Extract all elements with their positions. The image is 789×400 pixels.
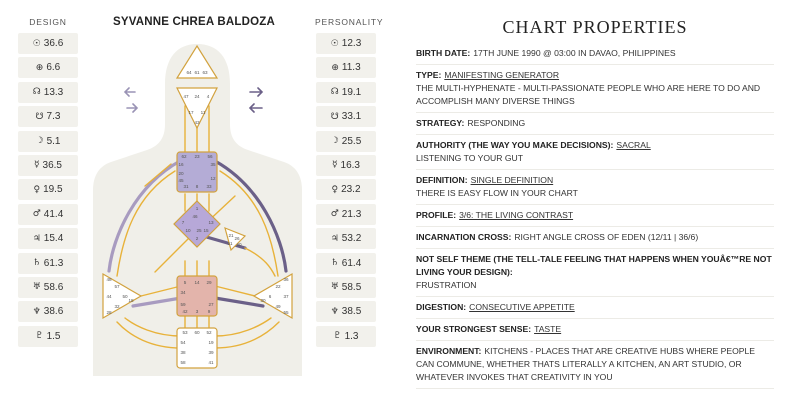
throat-gate-label: 16	[178, 162, 184, 167]
personality-planet-value: 33.1	[341, 111, 362, 123]
sun-icon: ☉	[32, 38, 41, 49]
root-gate-label: 60	[194, 330, 200, 335]
uranus-icon: ♅	[330, 282, 339, 293]
sacral-gate-label: 59	[180, 302, 186, 307]
property-link[interactable]: SINGLE DEFINITION	[470, 175, 554, 185]
personality-planet-value: 23.2	[341, 184, 361, 196]
saturn-icon: ♄	[32, 258, 41, 269]
personality-planet-row	[316, 131, 376, 152]
head-gate-label: 63	[202, 70, 208, 75]
solar-gate-label: 22	[275, 284, 281, 289]
sacral-gate-label: 5	[183, 280, 187, 285]
property-link[interactable]: SACRAL	[616, 140, 651, 150]
neptune-icon: ♆	[32, 306, 41, 317]
property-row	[416, 170, 774, 205]
moon-icon: ☽	[35, 136, 44, 147]
throat-gate-label: 23	[194, 154, 200, 159]
throat-gate-label: 20	[178, 171, 184, 176]
personality-planet-value: 12.3	[341, 38, 362, 49]
root-gate-label: 41	[208, 360, 214, 365]
property-row	[416, 341, 774, 389]
root-gate-label: 54	[180, 340, 186, 345]
g-gate-label: 25	[196, 228, 202, 233]
north-node-icon: ☊	[32, 87, 41, 98]
head-gate-label: 61	[194, 70, 200, 75]
sacral-gate-label: 42	[182, 309, 188, 314]
solar-gate-label: 30	[260, 298, 266, 303]
pluto-icon: ♇	[35, 331, 44, 342]
design-arrow-icons	[125, 88, 137, 112]
head-gate-label: 64	[186, 70, 192, 75]
earth-icon: ⊕	[331, 62, 339, 73]
design-planet-value: 19.5	[43, 184, 63, 196]
personality-planet-value: 21.3	[341, 208, 362, 220]
south-node-icon: ☋	[35, 111, 44, 122]
property-link[interactable]: CONSECUTIVE APPETITE	[469, 302, 575, 312]
g-gate-label: 1	[195, 206, 199, 211]
throat-gate-label: 12	[210, 176, 216, 181]
jupiter-icon: ♃	[32, 233, 41, 244]
spleen-gate-label: 57	[114, 284, 120, 289]
personality-planet-row	[316, 253, 376, 274]
design-planet-value: 58.6	[43, 281, 64, 293]
root-gate-label: 19	[208, 340, 214, 345]
property-value: KITCHENS - PLACES THAT ARE CREATIVE HUBS WHERE PEOPLE CAN COMMUNE, WHETHER THATS LITERALLY A KITCHEN, AN ART STUDIO, OR WHATEVER INVOKES THAT CREATIVITY IN YOU	[416, 346, 756, 382]
personality-planet-row	[316, 204, 376, 225]
personality-heading: PERSONALITY	[315, 17, 384, 27]
earth-icon: ⊕	[35, 62, 44, 73]
property-row	[416, 43, 774, 65]
properties-list	[416, 43, 774, 389]
ajna-gate-label: 11	[200, 110, 206, 115]
design-planet-row	[18, 204, 78, 225]
personality-planet-value: 1.3	[344, 330, 359, 342]
spleen-gate-label: 50	[122, 294, 128, 299]
property-description: THERE IS EASY FLOW IN YOUR CHART	[416, 188, 578, 198]
personality-planet-value: 16.3	[340, 159, 360, 171]
property-description: FRUSTRATION	[416, 280, 477, 290]
north-node-icon: ☊	[330, 87, 339, 98]
ajna-gate-label: 4	[206, 94, 210, 99]
solar-gate-label: 55	[283, 310, 289, 315]
personality-planet-value: 25.5	[341, 135, 362, 147]
sacral-gate-label: 29	[206, 280, 212, 285]
south-node-icon: ☋	[330, 111, 339, 122]
mercury-icon: ☿	[34, 160, 40, 171]
design-planet-row	[18, 228, 78, 249]
spleen-gate-label: 32	[114, 304, 120, 309]
throat-gate-label: 62	[181, 154, 187, 159]
property-row	[416, 319, 774, 341]
design-planet-row	[18, 33, 78, 54]
design-planet-row	[18, 106, 78, 127]
design-planet-row	[18, 277, 78, 298]
personality-planet-value: 19.1	[341, 86, 362, 98]
design-planet-list	[17, 33, 79, 347]
design-planet-row	[18, 155, 78, 176]
personality-planet-row	[316, 326, 376, 347]
design-planet-value: 7.3	[46, 111, 61, 123]
design-planet-value: 15.4	[43, 233, 64, 245]
throat-gate-label: 56	[207, 154, 213, 159]
solar-gate-label: 37	[283, 294, 289, 299]
throat-gate-label: 31	[183, 184, 189, 189]
personality-planet-row	[316, 179, 376, 200]
sacral-gate-label: 14	[194, 280, 200, 285]
personality-planet-list	[315, 33, 377, 347]
venus-icon: ♀	[33, 184, 41, 195]
spleen-gate-label: 28	[106, 310, 112, 315]
property-label: TYPE:	[416, 70, 442, 80]
moon-icon: ☽	[330, 136, 339, 147]
design-planet-value: 61.3	[43, 257, 64, 269]
g-gate-label: 15	[203, 228, 209, 233]
property-description: THE MULTI-HYPHENATE - MULTI-PASSIONATE PEOPLE WHO ARE HERE TO DO AND ACCOMPLISH MANY DIVERSE THINGS	[416, 83, 761, 106]
sacral-gate-label: 27	[208, 302, 214, 307]
design-planet-row	[18, 301, 78, 322]
ajna-gate-label: 24	[194, 94, 200, 99]
personality-planet-row	[316, 228, 376, 249]
personality-planet-value: 61.4	[341, 257, 362, 269]
personality-planet-value: 53.2	[341, 233, 362, 245]
root-gate-label: 39	[208, 350, 214, 355]
property-link[interactable]: MANIFESTING GENERATOR	[444, 70, 560, 80]
design-planet-row	[18, 253, 78, 274]
ajna-gate-label: 17	[188, 110, 194, 115]
solar-gate-label: 6	[268, 294, 272, 299]
property-value: RESPONDING	[467, 118, 526, 128]
uranus-icon: ♅	[32, 282, 41, 293]
design-planet-row	[18, 179, 78, 200]
venus-icon: ♀	[331, 184, 339, 195]
solar-gate-label: 49	[275, 304, 281, 309]
property-description: LISTENING TO YOUR GUT	[416, 153, 523, 163]
spleen-gate-label: 48	[106, 277, 112, 282]
design-planet-value: 36.6	[43, 38, 64, 49]
solar-gate-label: 36	[283, 277, 289, 282]
property-row	[416, 135, 774, 170]
ego-gate-label: 40	[236, 242, 242, 247]
chart-owner-name: SYVANNE CHREA BALDOZA	[112, 16, 275, 28]
saturn-icon: ♄	[330, 258, 339, 269]
bodygraph	[85, 36, 310, 376]
personality-column	[315, 0, 384, 350]
design-planet-row	[18, 82, 78, 103]
property-label: YOUR STRONGEST SENSE:	[416, 324, 532, 334]
design-planet-value: 36.5	[42, 159, 62, 171]
throat-gate-label: 45	[178, 178, 184, 183]
ajna-gate-label: 43	[194, 120, 200, 125]
throat-gate-label: 8	[195, 184, 199, 189]
property-label: BIRTH DATE:	[416, 48, 471, 58]
personality-planet-value: 38.5	[341, 306, 362, 318]
root-gate-label: 58	[180, 360, 186, 365]
property-value: 17TH JUNE 1990 @ 03:00 IN DAVAO, PHILIPPINES	[473, 48, 676, 58]
design-planet-value: 41.4	[43, 208, 64, 220]
property-row	[416, 205, 774, 227]
property-row	[416, 249, 774, 297]
mercury-icon: ☿	[332, 160, 338, 171]
design-planet-value: 38.6	[43, 306, 64, 318]
property-label: PROFILE:	[416, 210, 457, 220]
design-planet-row	[18, 326, 78, 347]
personality-planet-value: 58.5	[341, 281, 362, 293]
property-label: ENVIRONMENT:	[416, 346, 482, 356]
design-heading: DESIGN	[29, 17, 67, 27]
property-row	[416, 65, 774, 113]
throat-gate-label: 33	[206, 184, 212, 189]
property-link[interactable]: 3/6: THE LIVING CONTRAST	[459, 210, 574, 220]
design-planet-row	[18, 131, 78, 152]
ajna-gate-label: 47	[183, 94, 189, 99]
personality-planet-row	[316, 301, 376, 322]
design-planet-value: 13.3	[43, 86, 64, 98]
spleen-gate-label: 44	[106, 294, 112, 299]
personality-planet-row	[316, 33, 376, 54]
property-row	[416, 297, 774, 319]
property-row	[416, 113, 774, 135]
property-label: NOT SELF THEME (THE TELL-TALE FEELING THAT HAPPENS WHEN YOUÂ€™RE NOT LIVING YOUR DESIGN):	[416, 254, 772, 277]
personality-arrow-icons	[250, 88, 262, 112]
property-label: DIGESTION:	[416, 302, 467, 312]
property-label: AUTHORITY (THE WAY YOU MAKE DECISIONS):	[416, 140, 614, 150]
g-gate-label: 10	[185, 228, 191, 233]
sacral-gate-label: 9	[207, 309, 211, 314]
design-planet-value: 1.5	[46, 330, 61, 342]
property-label: INCARNATION CROSS:	[416, 232, 512, 242]
design-planet-value: 6.6	[46, 62, 61, 74]
personality-planet-row	[316, 82, 376, 103]
property-value: RIGHT ANGLE CROSS OF EDEN (12/11 | 36/6)	[514, 232, 699, 242]
pluto-icon: ♇	[333, 331, 342, 342]
ego-gate-label: 51	[227, 241, 233, 246]
property-row	[416, 227, 774, 249]
g-gate-label: 7	[181, 220, 185, 225]
property-link[interactable]: TASTE	[534, 324, 562, 334]
chart-properties-panel	[416, 0, 774, 389]
personality-planet-row	[316, 106, 376, 127]
design-column	[17, 0, 79, 350]
mars-icon: ♂	[330, 209, 339, 220]
personality-planet-row	[316, 277, 376, 298]
ego-gate-label: 26	[234, 236, 240, 241]
spleen-gate-label: 18	[128, 298, 134, 303]
root-gate-label: 53	[182, 330, 188, 335]
jupiter-icon: ♃	[330, 233, 339, 244]
sun-icon: ☉	[330, 38, 339, 49]
g-gate-label: 13	[208, 220, 214, 225]
root-gate-label: 52	[206, 330, 212, 335]
g-gate-label: 46	[192, 214, 198, 219]
personality-planet-row	[316, 57, 376, 78]
mars-icon: ♂	[32, 209, 41, 220]
ego-gate-label: 21	[228, 233, 234, 238]
panel-title: CHART PROPERTIES	[502, 17, 688, 37]
root-gate-label: 38	[180, 350, 186, 355]
sacral-gate-label: 34	[180, 290, 186, 295]
property-label: DEFINITION:	[416, 175, 468, 185]
sacral-gate-label: 3	[195, 309, 199, 314]
personality-planet-value: 11.3	[341, 62, 361, 74]
personality-planet-row	[316, 155, 376, 176]
design-planet-row	[18, 57, 78, 78]
g-gate-label: 2	[195, 236, 199, 241]
design-planet-value: 5.1	[46, 135, 61, 147]
property-label: STRATEGY:	[416, 118, 465, 128]
throat-gate-label: 35	[210, 162, 216, 167]
neptune-icon: ♆	[330, 306, 339, 317]
